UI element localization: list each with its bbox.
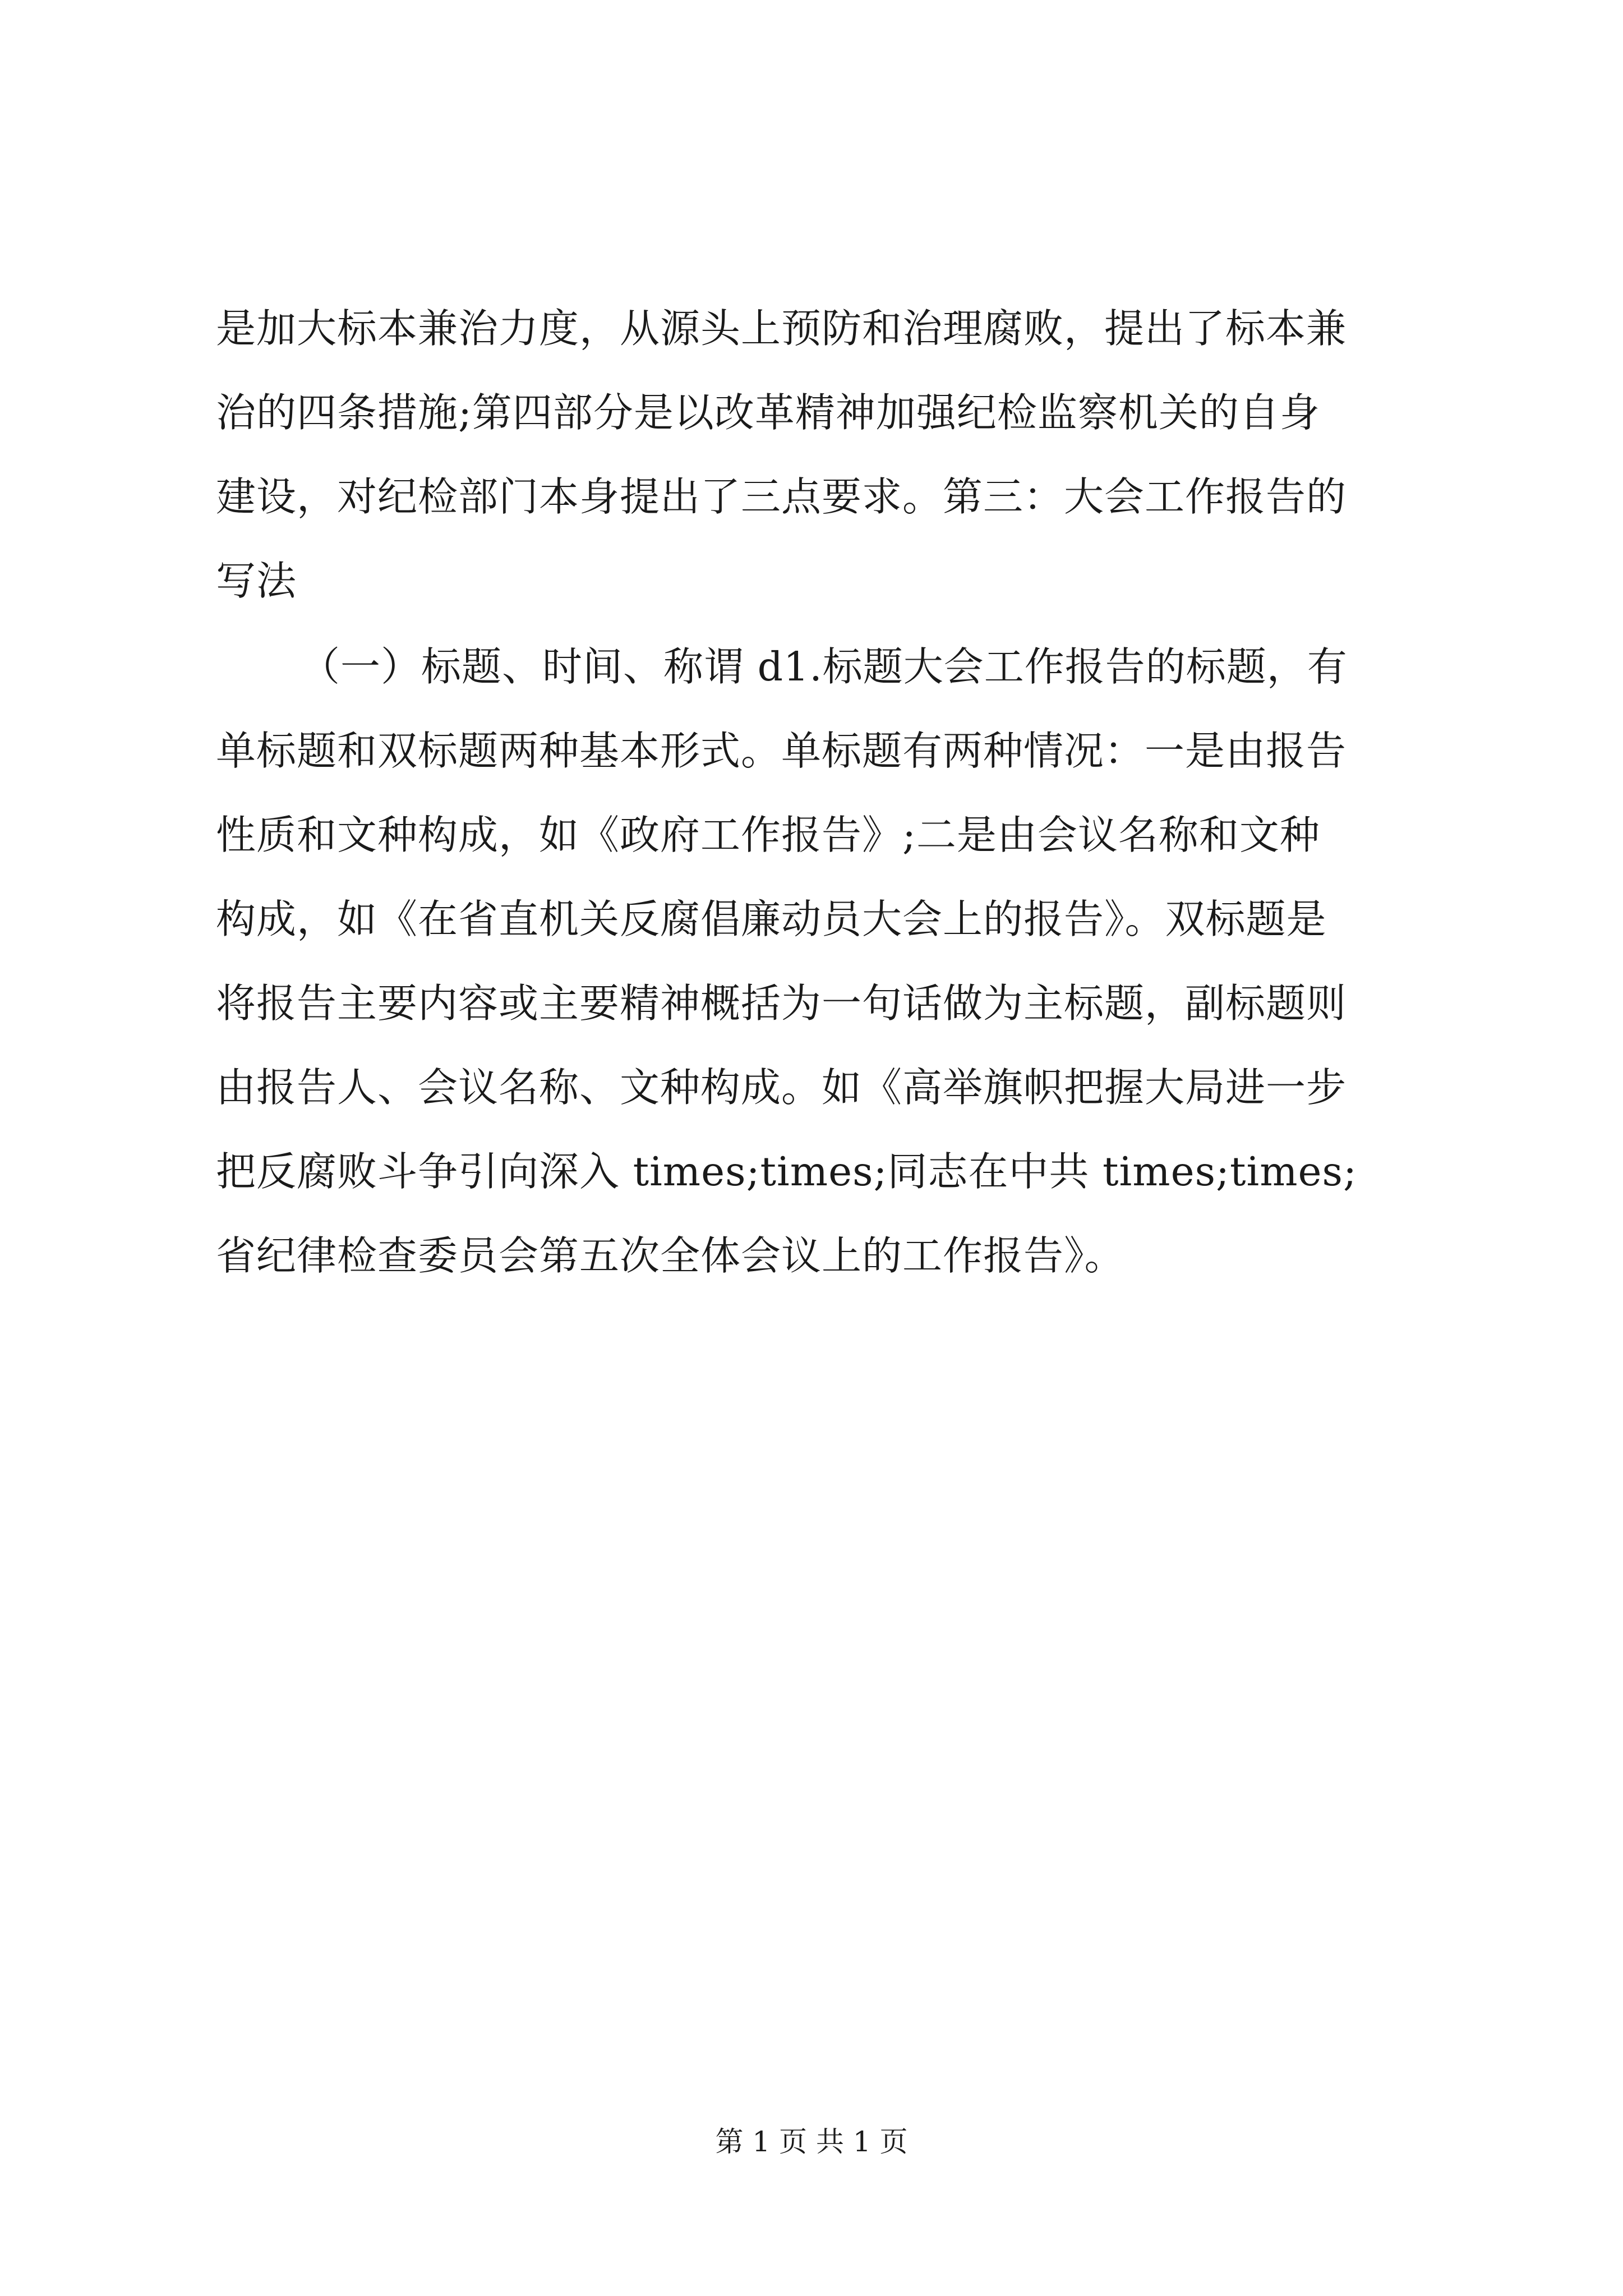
paragraph-1-line-3: 建设，对纪检部门本身提出了三点要求。第三：大会工作报告的 <box>216 473 1347 520</box>
paragraph-1-line-4: 写法 <box>216 558 297 604</box>
paragraph-2-line-7: 把反腐败斗争引向深入 times;times;同志在中共 times;times; <box>216 1148 1357 1195</box>
paragraph-2-line-6: 由报告人、会议名称、文种构成。如《高举旗帜把握大局进一步 <box>216 1064 1347 1111</box>
paragraph-2-line-8: 省纪律检查委员会第五次全体会议上的工作报告》。 <box>216 1232 1125 1279</box>
paragraph-1-line-1: 是加大标本兼治力度，从源头上预防和治理腐败，提出了标本兼 <box>216 305 1347 352</box>
paragraph-2-line-2: 单标题和双标题两种基本形式。单标题有两种情况：一是由报告 <box>216 728 1347 774</box>
paragraph-2-line-5: 将报告主要内容或主要精神概括为一句话做为主标题，副标题则 <box>216 980 1347 1027</box>
paragraph-2-line-3: 性质和文种构成，如《政府工作报告》;二是由会议名称和文种 <box>216 812 1320 858</box>
paragraph-1-line-2: 治的四条措施;第四部分是以改革精神加强纪检监察机关的自身 <box>216 389 1320 436</box>
page-footer: 第 1 页 共 1 页 <box>715 2125 908 2158</box>
paragraph-2-line-4: 构成，如《在省直机关反腐倡廉动员大会上的报告》。双标题是 <box>216 896 1327 942</box>
paragraph-2-line-1: （一）标题、时间、称谓 d1.标题大会工作报告的标题，有 <box>300 643 1348 690</box>
